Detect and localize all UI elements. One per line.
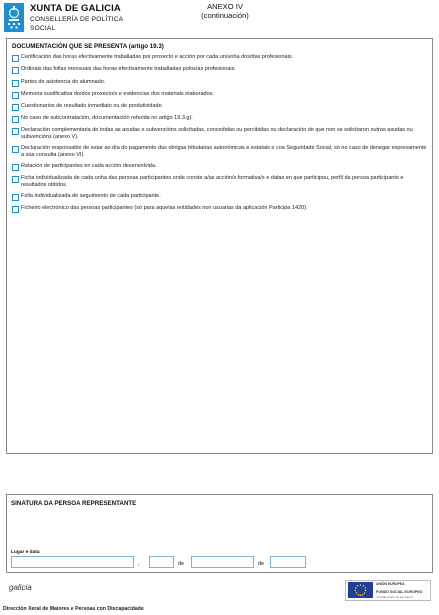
xunta-shield-logo xyxy=(4,3,24,32)
doc-item-label: Partes de asistencia do alumnado. xyxy=(21,79,106,85)
doc-item-label: Certificación das horas efectivamente traballadas por proxecto e acción por cada un/unha dos/das profesionais. xyxy=(21,54,294,60)
doc-item-label: Declaración responsable de estar ao día do pagamento das obrigas tributarias autonómicas e estatais e coa Seguridade Social, só no caso de denegar expresamente a súa consulta (anexo VI). xyxy=(21,145,427,158)
department-line-2: SOCIAL xyxy=(30,25,56,32)
eu-flag-icon xyxy=(348,582,373,598)
doc-item-label: Folla individualizada de seguimento de cada participante. xyxy=(21,193,161,199)
doc-item-label: Ficheiro electrónico das persoas participantes (só para aquelas entidades non usuarias da aplicación Participa 1420). xyxy=(21,205,308,211)
month-field[interactable] xyxy=(191,556,254,568)
doc-item-label: Ficha individualizada de cada unha das persoas participantes onde conste a/as acción/s formativa/s e datas en que participou, perfil da persoa participante e resultados obtidos. xyxy=(21,175,404,188)
doc-item-label: Memoria xustificativa do/dos proxecto/s e evidencias dos materiais elaborados. xyxy=(21,91,214,97)
annex-subtitle: (continuación) xyxy=(201,11,249,20)
signature-title: SINATURA DA PERSOA REPRESENTANTE xyxy=(11,500,137,507)
year-field[interactable] xyxy=(270,556,306,568)
documentation-title: DOCUMENTACIÓN QUE SE PRESENTA (artigo 19.3) xyxy=(12,43,164,50)
doc-item-label: Ordinais das follas mensuais das horas efectivamente traballadas polos/as profesionais. xyxy=(21,66,236,72)
doc-checkbox[interactable] xyxy=(12,80,19,87)
annex-heading xyxy=(190,2,260,20)
place-field[interactable] xyxy=(11,556,134,568)
doc-checkbox[interactable] xyxy=(12,164,19,171)
doc-item-label: Cuestionarios de resultado inmediato ou de produtividade. xyxy=(21,103,164,109)
de-separator: de xyxy=(258,561,265,567)
doc-item-label: Relación de participantes en cada acción desenvolvida. xyxy=(21,163,157,169)
doc-item-label: Declaración complementaria de todas as axudas e subvencións solicitadas, concedidas ou percibidas ou declaración de que non se solicitaron outras axudas ou subvencións (anexo V). xyxy=(21,127,413,140)
doc-checkbox[interactable] xyxy=(12,92,19,99)
place-date-label: Lugar e data xyxy=(11,550,40,555)
annex-title: ANEXO IV xyxy=(207,2,243,11)
doc-checkbox[interactable] xyxy=(12,128,19,135)
doc-checkbox[interactable] xyxy=(12,104,19,111)
documentation-section xyxy=(6,38,433,454)
doc-checkbox[interactable] xyxy=(12,55,19,62)
doc-checkbox[interactable] xyxy=(12,67,19,74)
doc-checkbox[interactable] xyxy=(12,194,19,201)
doc-checkbox[interactable] xyxy=(12,206,19,213)
comma-separator: , xyxy=(138,561,140,567)
doc-item-label: No caso de subcontratación, documentación referida no artigo 19.3.g). xyxy=(21,115,193,121)
doc-checkbox[interactable] xyxy=(12,116,19,123)
footer-directorate: Dirección Xeral de Maiores e Persoas con Discapacidade xyxy=(3,606,144,612)
eu-name: UNIÓN EUROPEA xyxy=(376,582,405,586)
eu-motto: "O FSE invirte no teu futuro" xyxy=(376,595,414,599)
org-title: XUNTA DE GALICIA xyxy=(30,3,121,14)
department-line-1: CONSELLERÍA DE POLÍTICA xyxy=(30,16,124,23)
day-field[interactable] xyxy=(149,556,174,568)
galicia-logo: galicia xyxy=(9,583,32,592)
doc-checkbox[interactable] xyxy=(12,146,19,153)
doc-checkbox[interactable] xyxy=(12,176,19,183)
de-separator: de xyxy=(178,561,185,567)
eu-fund-name: FONDO SOCIAL EUROPEO xyxy=(376,590,423,594)
